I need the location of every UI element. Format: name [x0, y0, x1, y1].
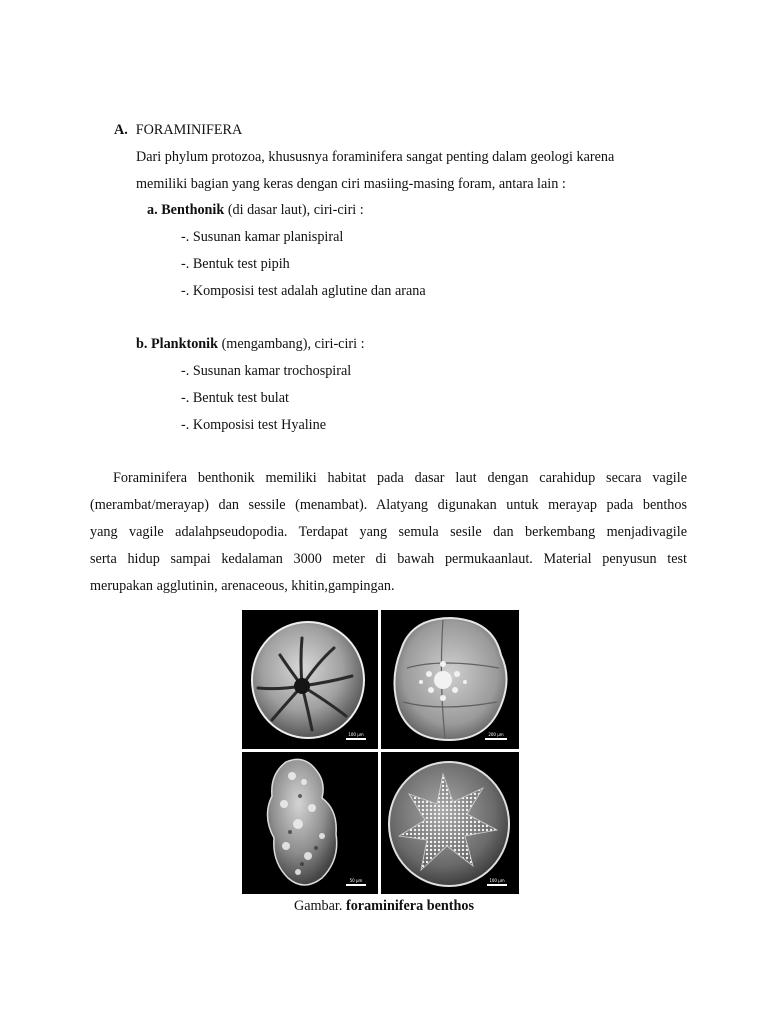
- benthonik-heading: [147, 201, 364, 219]
- benthonik-desc: (di dasar laut), ciri-ciri :: [224, 202, 364, 218]
- scale-label: 100 µm: [348, 732, 364, 737]
- paragraph-line-2: (merambat/merayap) dan sessile (menambat). Alatyang digunakan untuk merayap pada benthos: [90, 497, 687, 513]
- caption-bold: foraminifera benthos: [345, 898, 475, 914]
- paragraph-line-3: yang vagile adalahpseudopodia. Terdapat yang semula sesile dan berkembang menjadivagile: [90, 524, 687, 540]
- section-marker: A.: [114, 122, 128, 138]
- caption-prefix: Gambar.: [293, 898, 346, 914]
- scale-label: 200 µm: [488, 732, 504, 737]
- sem-image-stellate: [381, 752, 519, 894]
- figure-caption: [0, 897, 768, 915]
- sem-image-agglutinated: [242, 752, 378, 894]
- planktonik-heading: [136, 335, 365, 353]
- paragraph-line-5: merupakan agglutinin, arenaceous, khitin,gampingan.: [90, 578, 395, 594]
- section-heading: [114, 121, 242, 139]
- benthonik-item: -. Bentuk test pipih: [181, 256, 290, 272]
- intro-line-1: Dari phylum protozoa, khususnya foraminifera sangat penting dalam geologi karena: [136, 149, 615, 165]
- planktonik-label: b. Planktonik: [136, 336, 219, 352]
- benthonik-label: a. Benthonik: [147, 202, 225, 218]
- paragraph-line-4: serta hidup sampai kedalaman 3000 meter di bawah permukaanlaut. Material penyusun test: [90, 551, 687, 567]
- planktonik-item: -. Bentuk test bulat: [181, 390, 289, 406]
- scale-label: 50 µm: [349, 878, 363, 883]
- sem-image-lobed: [381, 610, 519, 749]
- planktonik-item: -. Komposisi test Hyaline: [181, 417, 327, 433]
- sem-image-planispiral: [242, 610, 378, 749]
- paragraph-line-1: Foraminifera benthonik memiliki habitat pada dasar laut dengan carahidup secara vagile: [113, 470, 687, 486]
- section-title: FORAMINIFERA: [135, 122, 243, 138]
- intro-line-2: memiliki bagian yang keras dengan ciri masiing-masing foram, antara lain :: [136, 176, 566, 192]
- benthonik-item: -. Komposisi test adalah aglutine dan arana: [181, 283, 426, 299]
- foraminifera-figure: [241, 609, 520, 895]
- planktonik-item: -. Susunan kamar trochospiral: [181, 363, 352, 379]
- scale-label: 100 µm: [489, 878, 505, 883]
- benthonik-item: -. Susunan kamar planispiral: [181, 229, 344, 245]
- planktonik-desc: (mengambang), ciri-ciri :: [218, 336, 365, 352]
